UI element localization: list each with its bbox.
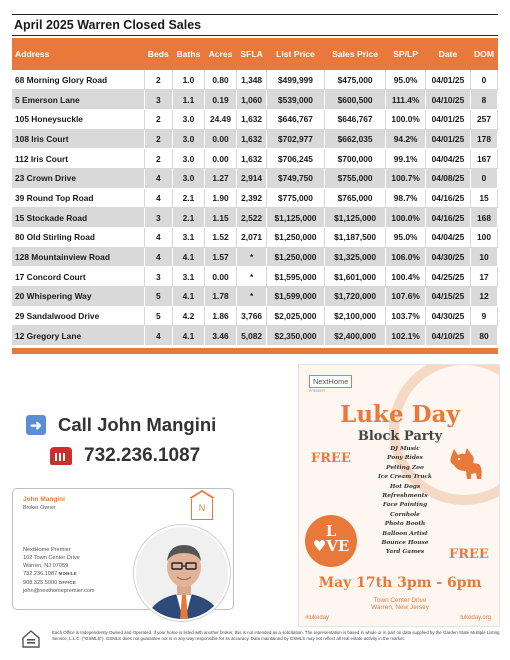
equal-housing-opportunity-icon xyxy=(22,630,40,648)
column-header: SFLA xyxy=(237,38,267,70)
agent-role: Broker Owner xyxy=(23,505,56,511)
table-cell: 5 xyxy=(144,306,172,326)
table-cell: 3.46 xyxy=(204,326,236,346)
table-cell: $765,000 xyxy=(324,188,386,208)
table-row xyxy=(12,168,498,188)
address-cell: 39 Round Top Road xyxy=(12,188,144,208)
report-title: April 2025 Warren Closed Sales xyxy=(12,14,498,36)
activity-item: Yard Games xyxy=(385,549,425,556)
table-cell: 1,060 xyxy=(237,90,267,110)
table-cell: 107.6% xyxy=(386,287,425,307)
table-row xyxy=(12,208,498,228)
table-cell: 1.57 xyxy=(204,247,236,267)
call-text: Call John Mangini xyxy=(58,414,217,435)
table-row xyxy=(12,267,498,287)
table-cell: 102.1% xyxy=(386,326,425,346)
table-row xyxy=(12,247,498,267)
table-cell: 04/16/25 xyxy=(425,188,470,208)
table-cell: 3.1 xyxy=(172,267,204,287)
table-cell: 2 xyxy=(144,149,172,169)
flyer-title: Luke Day xyxy=(340,401,460,428)
table-cell: 168 xyxy=(471,208,498,228)
table-row xyxy=(12,90,498,110)
table-cell: 0.00 xyxy=(204,267,236,287)
table-cell: 100.7% xyxy=(386,168,425,188)
agent-name: John Mangini xyxy=(23,496,65,503)
table-cell: 0 xyxy=(471,168,498,188)
table-cell: $1,125,000 xyxy=(324,208,386,228)
flyer-location xyxy=(299,597,500,611)
table-cell: 0.00 xyxy=(204,149,236,169)
love-heart-icon: ♥ xyxy=(312,537,327,555)
table-row xyxy=(12,129,498,149)
table-cell: 4 xyxy=(144,247,172,267)
card-office-label: OFFICE xyxy=(58,580,76,586)
table-cell: $539,000 xyxy=(267,90,325,110)
table-cell: $1,601,000 xyxy=(324,267,386,287)
table-cell: 10 xyxy=(471,247,498,267)
address-cell: 15 Stockade Road xyxy=(12,208,144,228)
table-cell: $1,325,000 xyxy=(324,247,386,267)
table-cell: 2.1 xyxy=(172,188,204,208)
table-cell: 15 xyxy=(471,188,498,208)
column-header: Address xyxy=(12,38,144,70)
table-cell: 0.19 xyxy=(204,90,236,110)
table-cell: 12 xyxy=(471,287,498,307)
table-cell: $1,187,500 xyxy=(324,228,386,248)
table-cell: $2,400,000 xyxy=(324,326,386,346)
table-footer-bar xyxy=(12,348,498,354)
table-cell: $700,000 xyxy=(324,149,386,169)
card-mobile[interactable]: 732.236.1087 xyxy=(23,571,58,578)
table-cell: 4.1 xyxy=(172,326,204,346)
table-cell: 95.0% xyxy=(386,70,425,90)
activity-item: Photo Booth xyxy=(384,521,426,528)
table-cell: 100 xyxy=(471,228,498,248)
table-cell: $1,125,000 xyxy=(267,208,325,228)
table-cell: 2 xyxy=(144,109,172,129)
table-cell: 2,914 xyxy=(237,168,267,188)
table-cell: 04/30/25 xyxy=(425,306,470,326)
table-row xyxy=(12,287,498,307)
table-cell: 04/25/25 xyxy=(425,267,470,287)
table-cell: 04/04/25 xyxy=(425,149,470,169)
card-address2: Warren, NJ 07059 xyxy=(23,562,69,569)
table-row xyxy=(12,188,498,208)
table-cell: 1.90 xyxy=(204,188,236,208)
love-bottom-line xyxy=(305,539,357,554)
table-cell: $1,720,000 xyxy=(324,287,386,307)
table-cell: 04/30/25 xyxy=(425,247,470,267)
free-label-left: FREE xyxy=(311,451,351,466)
address-cell: 20 Whispering Way xyxy=(12,287,144,307)
column-header: Acres xyxy=(204,38,236,70)
table-cell: 3,766 xyxy=(237,306,267,326)
table-cell: 1,632 xyxy=(237,129,267,149)
column-header: Sales Price xyxy=(324,38,386,70)
card-address1: 102 Town Center Drive xyxy=(23,554,80,561)
activity-item: DJ Music xyxy=(390,446,420,452)
address-cell: 5 Emerson Lane xyxy=(12,90,144,110)
table-cell: 5,082 xyxy=(237,326,267,346)
table-cell: $1,595,000 xyxy=(267,267,325,287)
table-cell: 04/10/25 xyxy=(425,326,470,346)
table-cell: 1.52 xyxy=(204,228,236,248)
table-header xyxy=(12,38,498,70)
phone-row xyxy=(50,445,200,467)
activity-item: Face Painting xyxy=(382,502,428,509)
activity-item: Hot Dogs xyxy=(389,483,421,490)
column-header: List Price xyxy=(267,38,325,70)
address-cell: 29 Sandalwood Drive xyxy=(12,306,144,326)
table-cell: 111.4% xyxy=(386,90,425,110)
activity-item: Refreshments xyxy=(382,493,428,500)
table-cell: $499,999 xyxy=(267,70,325,90)
free-label-right: FREE xyxy=(449,547,489,562)
table-cell: 3.0 xyxy=(172,109,204,129)
table-cell: 5 xyxy=(144,287,172,307)
table-row xyxy=(12,70,498,90)
table-cell: * xyxy=(237,267,267,287)
address-cell: 17 Concord Court xyxy=(12,267,144,287)
table-cell: 3.1 xyxy=(172,228,204,248)
table-row xyxy=(12,306,498,326)
table-cell: $755,000 xyxy=(324,168,386,188)
table-cell: 4 xyxy=(144,188,172,208)
table-cell: 2,071 xyxy=(237,228,267,248)
table-cell: 04/08/25 xyxy=(425,168,470,188)
table-cell: $646,767 xyxy=(267,109,325,129)
address-cell: 105 Honeysuckle xyxy=(12,109,144,129)
table-cell: 3.0 xyxy=(172,168,204,188)
table-cell: $2,100,000 xyxy=(324,306,386,326)
table-cell: 8 xyxy=(471,90,498,110)
table-cell: 178 xyxy=(471,129,498,149)
table-cell: 99.1% xyxy=(386,149,425,169)
table-cell: 167 xyxy=(471,149,498,169)
table-cell: 3.0 xyxy=(172,129,204,149)
flyer-location-line1: Town Center Drive xyxy=(373,597,427,604)
table-cell: 80 xyxy=(471,326,498,346)
table-cell: 4 xyxy=(144,228,172,248)
table-cell: $646,767 xyxy=(324,109,386,129)
flyer-brand-sub: PREMIER xyxy=(309,389,325,393)
table-cell: 1.86 xyxy=(204,306,236,326)
flyer-website[interactable]: lukeday.org xyxy=(460,615,491,621)
card-office[interactable]: 908.325.5000 xyxy=(23,580,58,587)
nexthome-logo-icon: N xyxy=(191,498,213,520)
column-header: SP/LP xyxy=(386,38,425,70)
flyer-brand: NextHome xyxy=(309,375,352,388)
table-cell: * xyxy=(237,287,267,307)
address-cell: 112 Iris Court xyxy=(12,149,144,169)
love-top: L xyxy=(325,522,337,540)
table-cell: $2,025,000 xyxy=(267,306,325,326)
table-cell: 0.80 xyxy=(204,70,236,90)
table-cell: 103.7% xyxy=(386,306,425,326)
table-cell: $662,035 xyxy=(324,129,386,149)
table-cell: 100.0% xyxy=(386,208,425,228)
table-cell: 04/15/25 xyxy=(425,287,470,307)
table-row xyxy=(12,109,498,129)
table-cell: 2.1 xyxy=(172,208,204,228)
card-office-line xyxy=(23,579,95,588)
telephone-icon xyxy=(50,447,72,465)
table-cell: $2,350,000 xyxy=(267,326,325,346)
address-cell: 80 Old Stirling Road xyxy=(12,228,144,248)
block-party-flyer xyxy=(298,364,500,627)
table-cell: 1,632 xyxy=(237,149,267,169)
activity-item: Balloon Artist xyxy=(382,530,428,537)
table-cell: * xyxy=(237,247,267,267)
table-cell: 98.7% xyxy=(386,188,425,208)
table-cell: 2,522 xyxy=(237,208,267,228)
table-cell: $749,750 xyxy=(267,168,325,188)
table-cell: 257 xyxy=(471,109,498,129)
table-cell: $702,977 xyxy=(267,129,325,149)
card-email[interactable]: john@nexthomepremier.com xyxy=(23,587,95,594)
table-cell: 1.78 xyxy=(204,287,236,307)
table-cell: 1.15 xyxy=(204,208,236,228)
column-header: Baths xyxy=(172,38,204,70)
card-mobile-label: MOBILE xyxy=(58,571,77,577)
flyer-subtitle: Block Party xyxy=(357,429,443,444)
activity-list xyxy=(355,445,455,558)
table-row xyxy=(12,149,498,169)
table-cell: 4.1 xyxy=(172,247,204,267)
phone-number[interactable]: 732.236.1087 xyxy=(84,445,201,466)
activity-item: Bounce House xyxy=(381,540,429,547)
bulldog-icon xyxy=(445,447,485,481)
closed-sales-table xyxy=(12,38,498,346)
love-badge xyxy=(305,515,357,567)
table-cell: 95.0% xyxy=(386,228,425,248)
card-company: NextHome Premier xyxy=(23,547,71,553)
table-cell: 1.27 xyxy=(204,168,236,188)
table-cell: 4.2 xyxy=(172,306,204,326)
flyer-hashtag: #lukeday xyxy=(305,615,330,621)
table-cell: 4 xyxy=(144,168,172,188)
table-cell: 3 xyxy=(144,208,172,228)
table-cell: $706,245 xyxy=(267,149,325,169)
legal-disclaimer: Each Office is Independently Owned and Operated. If your home is listed with another broker, this is not intended as a solicitation. The representation is based in whole or in part on data supplied by the Garden State Multiple Listing Service, L.L.C. ("GSMLS"). GSMLS does not guarantee nor is in any way responsible for its accuracy. Data maintained by GSMLS may not reflect all real estate activity in the market. xyxy=(52,630,500,641)
table-cell: $1,599,000 xyxy=(267,287,325,307)
table-cell: 1.0 xyxy=(172,70,204,90)
table-cell: 24.49 xyxy=(204,109,236,129)
address-cell: 68 Morning Glory Road xyxy=(12,70,144,90)
table-cell: 0.00 xyxy=(204,129,236,149)
table-cell: 9 xyxy=(471,306,498,326)
address-cell: 12 Gregory Lane xyxy=(12,326,144,346)
table-cell: 100.0% xyxy=(386,109,425,129)
love-bottom: VE xyxy=(326,537,350,555)
table-cell: 94.2% xyxy=(386,129,425,149)
activity-item: Ice Cream Truck xyxy=(378,474,432,481)
call-row xyxy=(26,414,216,436)
table-cell: 3 xyxy=(144,267,172,287)
activity-item: Cornhole xyxy=(390,511,420,518)
table-cell: 17 xyxy=(471,267,498,287)
header-row xyxy=(12,38,498,70)
card-mobile-line xyxy=(23,570,95,579)
column-header: Beds xyxy=(144,38,172,70)
activity-item: Pony Rides xyxy=(387,455,423,462)
table-cell: 04/04/25 xyxy=(425,228,470,248)
table-cell: 106.0% xyxy=(386,247,425,267)
table-cell: 0 xyxy=(471,70,498,90)
right-arrow-icon: ➜ xyxy=(26,415,46,435)
table-row xyxy=(12,326,498,346)
table-cell: 100.4% xyxy=(386,267,425,287)
address-cell: 128 Mountainview Road xyxy=(12,247,144,267)
table-cell: $1,250,000 xyxy=(267,247,325,267)
table-cell: 1,348 xyxy=(237,70,267,90)
card-contact-lines xyxy=(23,547,95,596)
table-cell: $1,250,000 xyxy=(267,228,325,248)
column-header: Date xyxy=(425,38,470,70)
table-cell: 4.1 xyxy=(172,287,204,307)
table-cell: 2 xyxy=(144,70,172,90)
address-cell: 23 Crown Drive xyxy=(12,168,144,188)
column-header: DOM xyxy=(471,38,498,70)
table-row xyxy=(12,228,498,248)
table-cell: 04/01/25 xyxy=(425,129,470,149)
table-cell: $600,500 xyxy=(324,90,386,110)
address-cell: 108 Iris Court xyxy=(12,129,144,149)
flyer-location-line2: Warren, New Jersey xyxy=(371,604,429,611)
table-cell: 4 xyxy=(144,326,172,346)
activity-item: Petting Zoo xyxy=(386,464,424,471)
table-cell: 1.1 xyxy=(172,90,204,110)
table-body xyxy=(12,70,498,346)
flyer-date-time: May 17th 3pm - 6pm xyxy=(318,575,482,591)
table-cell: 04/01/25 xyxy=(425,70,470,90)
table-cell: $475,000 xyxy=(324,70,386,90)
table-cell: 1,632 xyxy=(237,109,267,129)
table-cell: $775,000 xyxy=(267,188,325,208)
agent-headshot xyxy=(134,525,230,621)
table-cell: 3.0 xyxy=(172,149,204,169)
table-cell: 04/10/25 xyxy=(425,90,470,110)
table-cell: 04/16/25 xyxy=(425,208,470,228)
table-cell: 04/01/25 xyxy=(425,109,470,129)
table-cell: 2 xyxy=(144,129,172,149)
table-cell: 2,392 xyxy=(237,188,267,208)
table-cell: 3 xyxy=(144,90,172,110)
